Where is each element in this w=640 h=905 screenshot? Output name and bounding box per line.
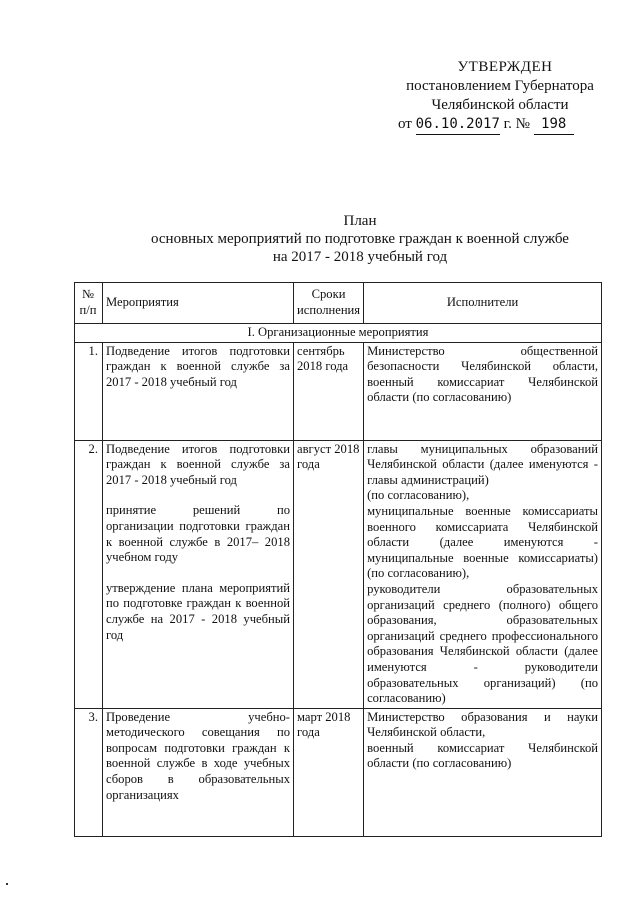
header-num: № п/п	[75, 283, 103, 324]
header-events: Мероприятия	[103, 283, 294, 324]
row-executors	[364, 342, 602, 440]
row-number: 3.	[75, 708, 103, 836]
executor-text: Министерство общественной безопасности Челябинской области, военный комиссариат Челябинской области (по согласованию)	[367, 343, 598, 405]
event-text: принятие решений по организации подготовки граждан к военной службе в 2017– 2018 учебном году	[106, 503, 290, 565]
section-row	[75, 324, 602, 343]
approval-line-region: Челябинской области	[431, 97, 569, 113]
row-events	[103, 342, 294, 440]
row-executors	[364, 708, 602, 836]
row-executors	[364, 440, 602, 708]
executor-text: муниципальные военные комиссариаты военного комиссариата Челябинской области (далее именуются - муниципальные военные комиссариаты) (по согласованию),	[367, 503, 598, 581]
row-events	[103, 708, 294, 836]
scan-dot	[6, 883, 8, 885]
row-number: 1.	[75, 342, 103, 440]
decree-number: 198	[534, 115, 574, 135]
header-executors: Исполнители	[364, 283, 602, 324]
event-text: утверждение плана мероприятий по подготовке граждан к военной службе на 2017 - 2018 учебный год	[106, 580, 290, 642]
table-row	[75, 440, 602, 708]
section-title: I. Организационные мероприятия	[75, 324, 602, 343]
row-terms: август 2018 года	[294, 440, 364, 708]
executor-text: главы муниципальных образований Челябинской области (далее именуются - главы администраций)	[367, 441, 598, 487]
plan-year: на 2017 - 2018 учебный год	[272, 249, 448, 265]
date-prefix: от	[398, 116, 412, 132]
row-terms: март 2018 года	[294, 708, 364, 836]
row-events	[103, 440, 294, 708]
approval-line-decree: постановлением Губернатора	[406, 78, 594, 94]
event-text: Подведение итогов подготовки граждан к военной службе за 2017 - 2018 учебный год	[106, 343, 290, 389]
plan-title: План	[343, 213, 377, 229]
header-terms: Сроки исполнения	[294, 283, 364, 324]
executor-text: военный комиссариат Челябинской области (по согласованию)	[367, 740, 598, 771]
executor-text: (по согласованию),	[367, 488, 470, 503]
approval-heading: УТВЕРЖДЕН	[457, 59, 553, 75]
plan-subtitle: основных мероприятий по подготовке граждан к военной службе	[151, 231, 569, 247]
date-value: 06.10.2017	[416, 115, 500, 135]
event-text: Проведение учебно-методического совещания по вопросам подготовки граждан к военной службе в ходе учебных сборов в образовательных организациях	[106, 709, 290, 802]
events-table	[74, 282, 602, 837]
date-suffix: г. №	[503, 116, 530, 132]
table-row	[75, 708, 602, 836]
table-header-row	[75, 283, 602, 324]
executor-text: руководители образовательных организаций среднего (полного) общего образования, образовательных организаций среднего профессионального образования Челябинской области (далее именуются - руководители образовательных организаций) (по согласованию)	[367, 581, 598, 706]
row-terms: сентябрь 2018 года	[294, 342, 364, 440]
event-text: Подведение итогов подготовки граждан к военной службе за 2017 - 2018 учебный год	[106, 441, 290, 487]
approval-block	[380, 58, 610, 135]
table-row	[75, 342, 602, 440]
approval-date-line	[380, 115, 610, 135]
executor-text: Министерство образования и науки Челябинской области,	[367, 709, 598, 740]
row-number: 2.	[75, 440, 103, 708]
